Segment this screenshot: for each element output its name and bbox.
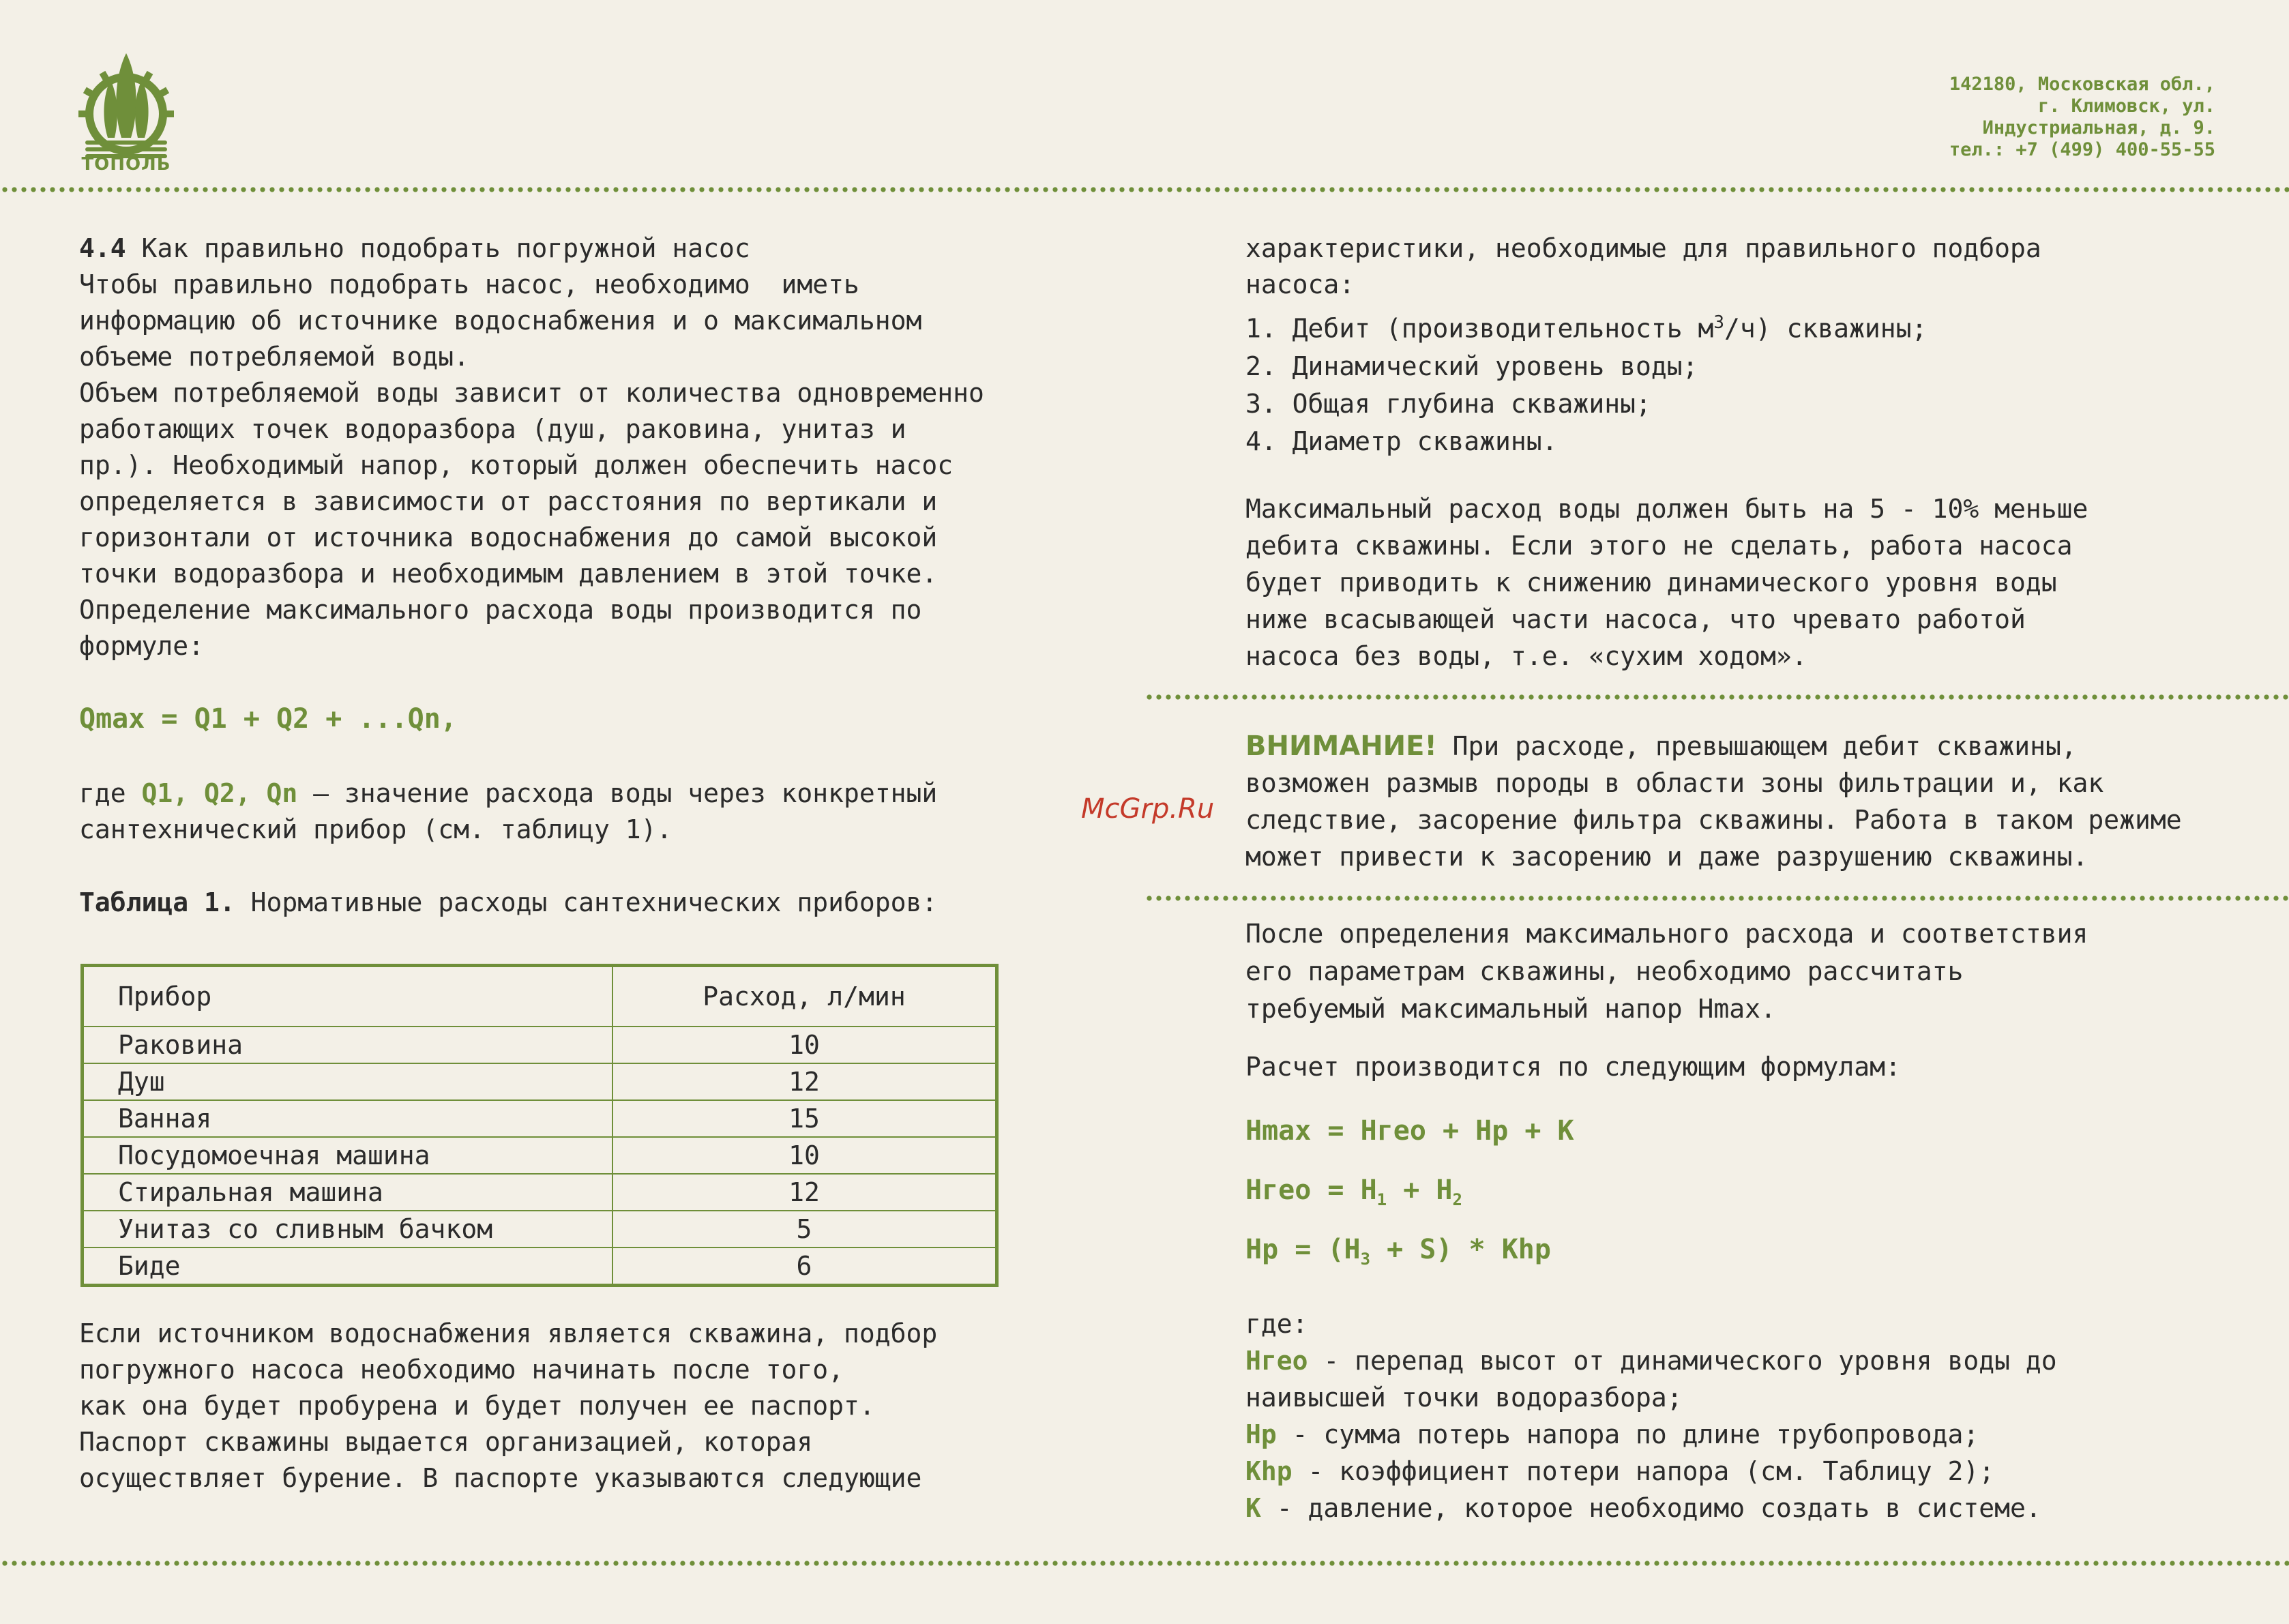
table-row bbox=[83, 1247, 997, 1286]
section-heading bbox=[79, 231, 750, 267]
right-divider-1 bbox=[1144, 694, 2289, 700]
table-cell: 6 bbox=[612, 1247, 997, 1286]
max-flow-paragraph: Максимальный расход воды должен быть на 5 - 10% меньше дебита скважины. Если этого не сделать, работа насоса будет приводить к снижению динамического уровня воды ниже всасывающей части насоса, что чревато работой насоса без воды, т.е. «сухим ходом». bbox=[1245, 494, 2088, 671]
table-cell: Душ bbox=[83, 1063, 613, 1100]
attention-label: ВНИМАНИЕ! bbox=[1245, 730, 1437, 762]
qmax-formula: Qmax = Q1 + Q2 + ...Qn, bbox=[79, 703, 457, 735]
table-header-cell: Расход, л/мин bbox=[612, 966, 997, 1027]
table-header-row bbox=[83, 966, 997, 1027]
characteristics-list: 1. Дебит (производительность $м^3/ч$) скважины; 2. Динамический уровень воды; 3. Общая глубина скважины; 4. Диаметр скважины. bbox=[1245, 312, 1928, 456]
characteristics-intro: характеристики, необходимые для правильного подбора насоса: bbox=[1245, 233, 2041, 299]
table-cell: Посудомоечная машина bbox=[83, 1137, 613, 1174]
company-address: 142180, Московская обл., г. Климовск, ул. Индустриальная, д. 9. тел.: +7 (499) 400-55-55 bbox=[1949, 74, 2215, 160]
hmax-formula: Hmax = Hгео + Hp + K bbox=[1245, 1115, 1574, 1147]
table-row bbox=[83, 1027, 997, 1063]
table-cell: 12 bbox=[612, 1063, 997, 1100]
table-cell: 12 bbox=[612, 1174, 997, 1211]
table-row bbox=[83, 1174, 997, 1211]
where-vars: Q1, Q2, Qn bbox=[141, 778, 298, 808]
table-cell: 10 bbox=[612, 1137, 997, 1174]
table-cell: 10 bbox=[612, 1027, 997, 1063]
table-cell: 15 bbox=[612, 1100, 997, 1137]
table-cell: Раковина bbox=[83, 1027, 613, 1063]
section-number: 4.4 bbox=[79, 233, 126, 263]
table-cell: Унитаз со сливным бачком bbox=[83, 1211, 613, 1247]
table-row bbox=[83, 1063, 997, 1100]
section-title: Как правильно подобрать погружной насос bbox=[125, 233, 750, 263]
table-cell: Ванная bbox=[83, 1100, 613, 1137]
bottom-divider bbox=[0, 1561, 2289, 1566]
calc-intro: Расчет производится по следующим формулам: bbox=[1245, 1052, 1901, 1082]
table-header-cell: Прибор bbox=[83, 966, 613, 1027]
definitions: где: Hгео - перепад высот от динамического уровня воды до наивысшей точки водоразбора; Hp - сумма потерь напора по длине трубопровода; Khp - коэффициент потери напора (см. Таблицу 2); K - давление, которое необходимо создать в системе. bbox=[1245, 1309, 2057, 1523]
right-divider-2 bbox=[1144, 896, 2289, 901]
table-caption: Таблица 1. Нормативные расходы сантехнических приборов: bbox=[79, 887, 938, 917]
attention-block: ВНИМАНИЕ! При расходе, превышающем дебит скважины, возможен размыв породы в области зоны фильтрации и, как следствие, засорение фильтра скважины. Работа в таком режиме может привести к засорению и даже разрушению скважины. bbox=[1245, 730, 2182, 872]
where-paragraph: где Q1, Q2, Qn — значение расхода воды через конкретный сантехнический прибор (см. таблицу 1). bbox=[79, 778, 938, 844]
hp-formula: $Hp = (H_3 + S)$ * Khp bbox=[1245, 1234, 1551, 1269]
table-row bbox=[83, 1137, 997, 1174]
table-cell: 5 bbox=[612, 1211, 997, 1247]
logo-text: ТОПОЛЬ bbox=[81, 154, 171, 175]
borehole-paragraph: Если источником водоснабжения является скважина, подбор погружного насоса необходимо начинать после того, как она будет пробурена и будет получен ее паспорт. Паспорт скважины выдается организацией, которая осуществляет бурение. В паспорте указываются следующие bbox=[79, 1318, 938, 1493]
top-divider bbox=[0, 187, 2289, 192]
norms-table bbox=[80, 964, 999, 1287]
watermark: McGrp.Ru bbox=[1081, 793, 1215, 825]
table-cell: Стиральная машина bbox=[83, 1174, 613, 1211]
intro-paragraph: Чтобы правильно подобрать насос, необходимо иметь информацию об источнике водоснабжения и о максимальном объеме потребляемой воды. Объем потребляемой воды зависит от количества одновременно работающих точек водоразбора (душ, раковина, унитаз и пр.). Необходимый напор, который должен обеспечить насос определяется в зависимости от расстояния по вертикали и горизонтали от источника водоснабжения до самой высокой точки водоразбора и необходимым давлением в этой точке. Определение максимального расхода воды производится по формуле: bbox=[79, 269, 984, 661]
head-paragraph: После определения максимального расхода и соответствия его параметрам скважины, необходимо рассчитать требуемый максимальный напор Hmax. bbox=[1245, 919, 2088, 1024]
table-cell: Биде bbox=[83, 1247, 613, 1286]
hgeo-formula: Hгео = $H_1 + H_2$ bbox=[1245, 1175, 1462, 1209]
table-row bbox=[83, 1211, 997, 1247]
table-row bbox=[83, 1100, 997, 1137]
